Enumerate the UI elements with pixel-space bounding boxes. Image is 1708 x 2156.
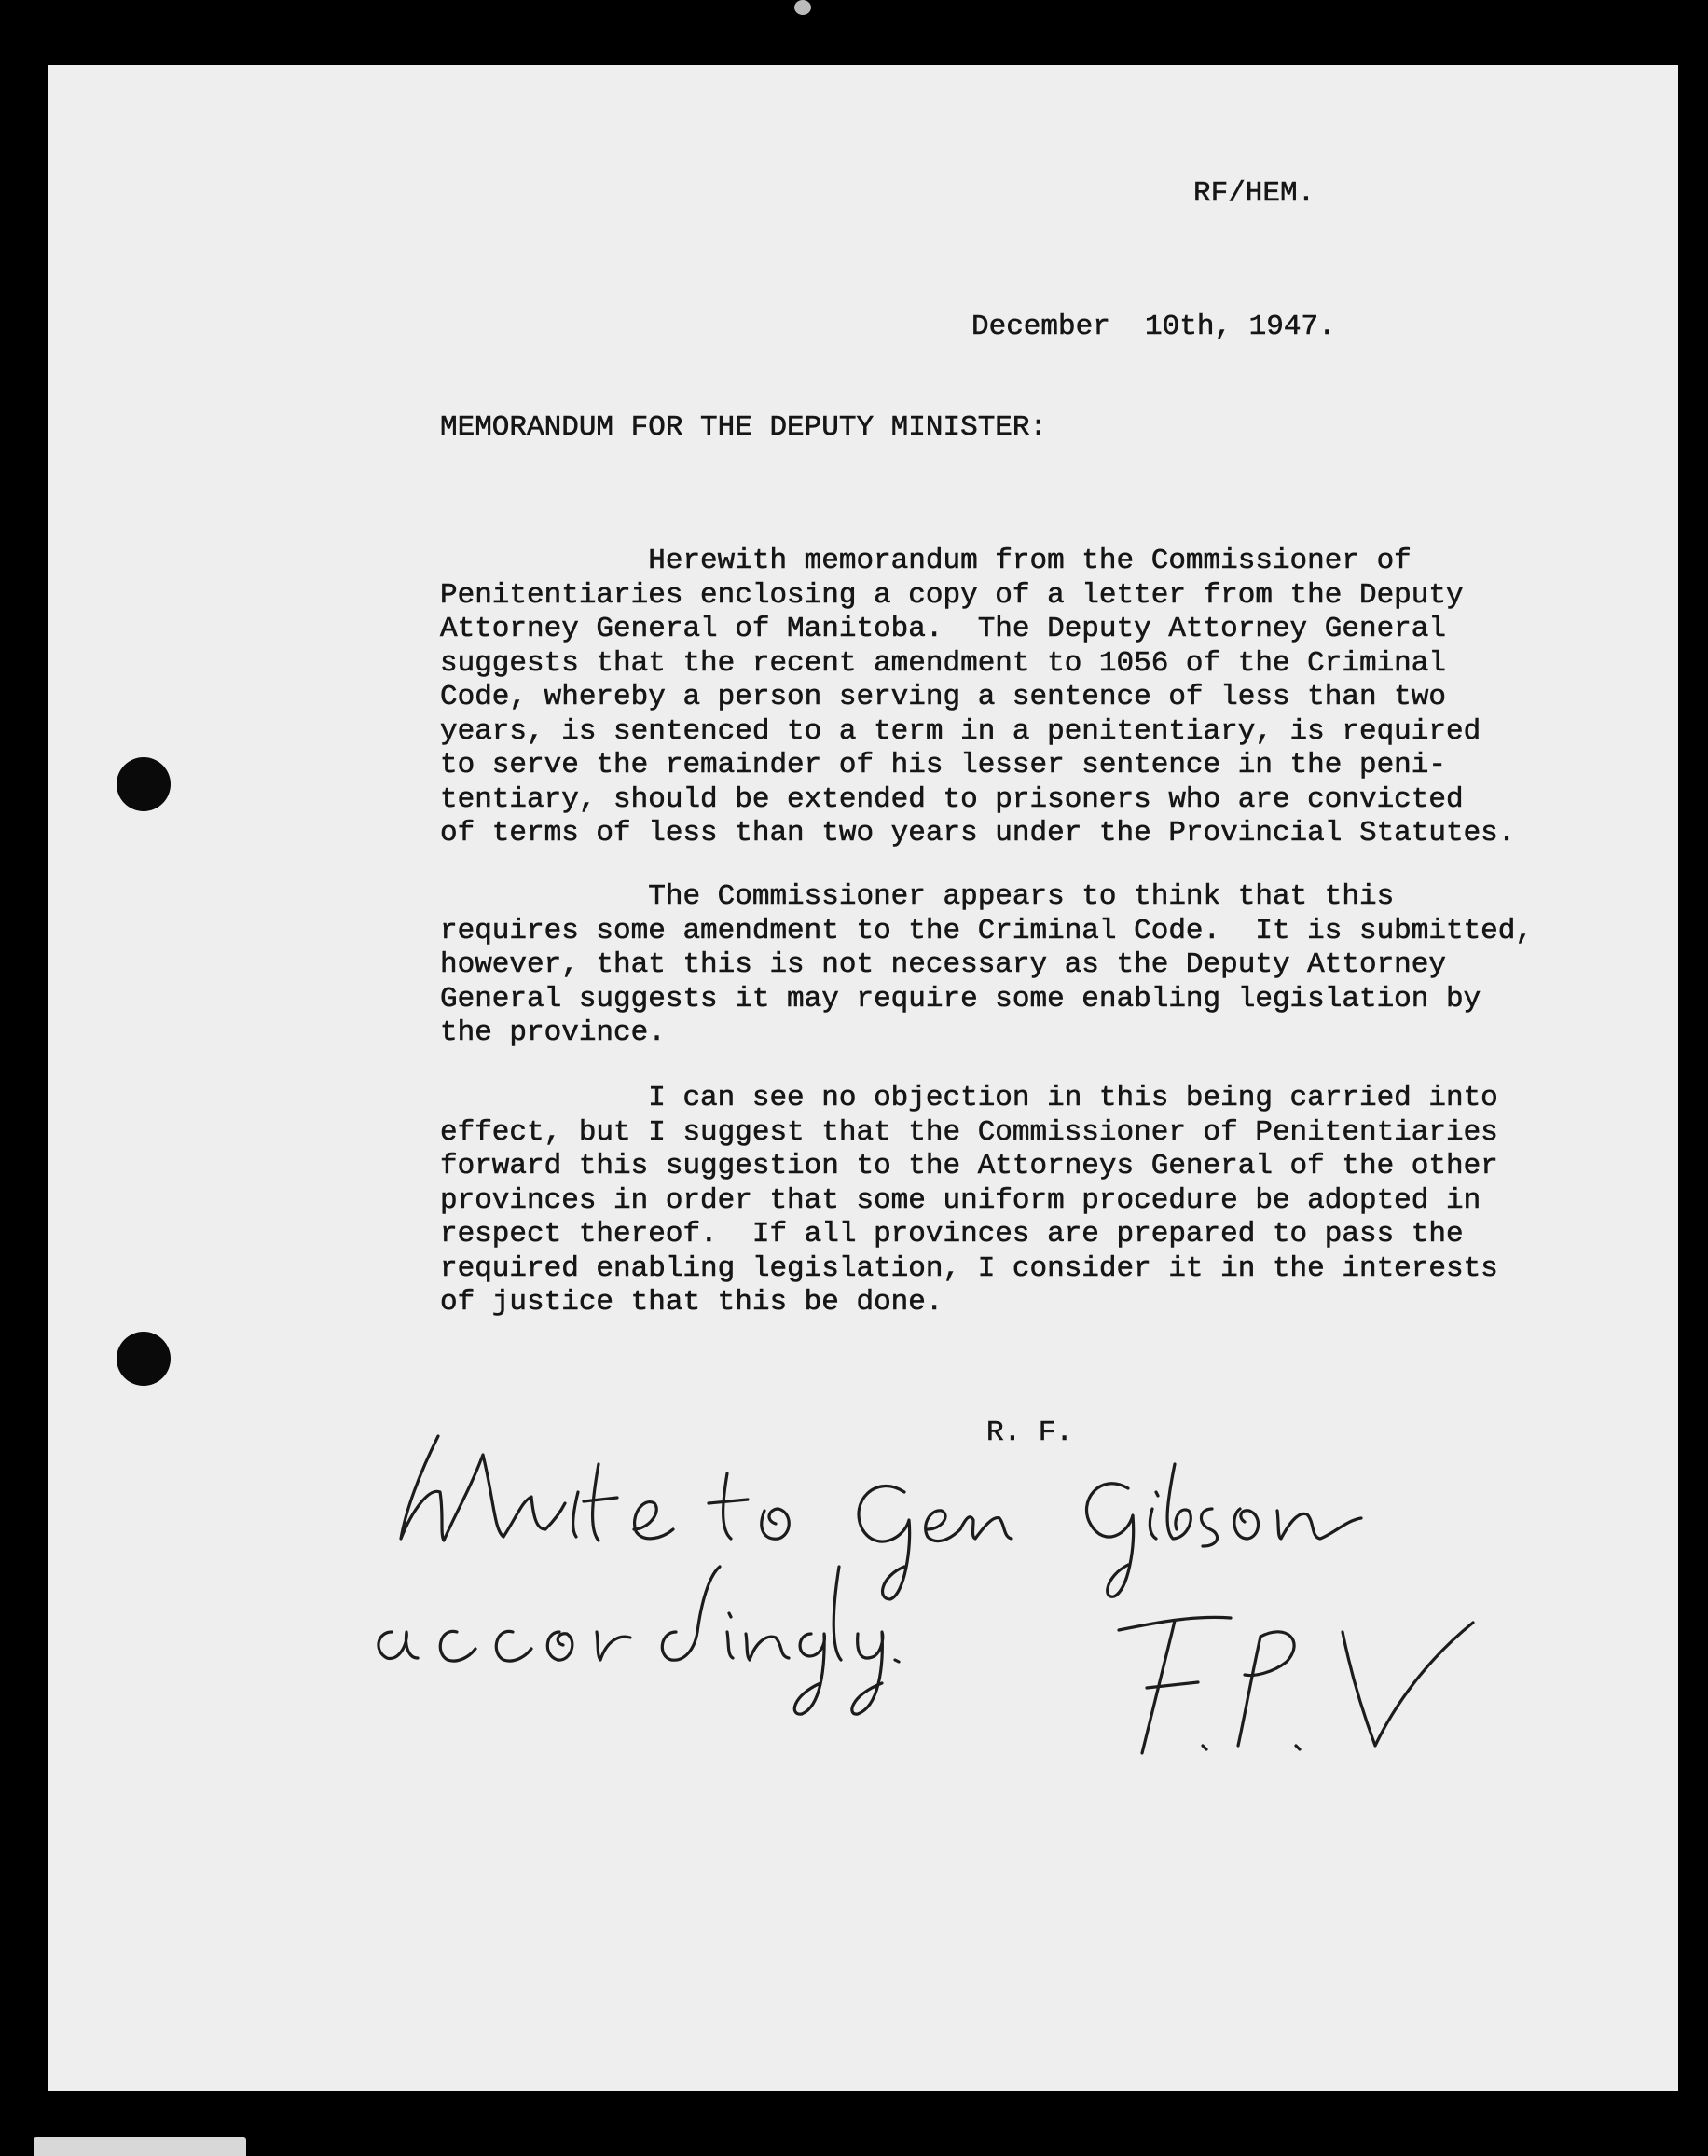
- memo-paragraph-1: Herewith memorandum from the Commissioner of Penitentiaries enclosing a copy of a letter from the Deputy Attorney General of Manitoba. The Deputy Attorney General suggests that the recent amendment to 1056 of the Criminal Code, whereby a person serving a sentence of less than two years, is sentenced to a term in a penitentiary, is required to serve the remainder of his lesser sentence in the peni- tentiary, should be extended to prisoners who are convicted of terms of less than two years under the Provincial Statutes.: [440, 545, 1516, 850]
- scan-speck: [794, 0, 811, 15]
- memo-date: December 10th, 1947.: [971, 311, 1336, 343]
- scan-edge-strip: [34, 2137, 246, 2156]
- handwriting-word-gen: [859, 1486, 1012, 1599]
- typed-initials: R. F.: [986, 1417, 1074, 1449]
- reference-initials: RF/HEM.: [1193, 177, 1315, 210]
- handwriting-word-write: [401, 1436, 673, 1541]
- handwriting-word-to: [709, 1473, 789, 1539]
- punch-hole-lower: [117, 1332, 171, 1386]
- memo-heading: MEMORANDUM FOR THE DEPUTY MINISTER:: [440, 411, 1048, 444]
- memo-paragraph-2: The Commissioner appears to think that this requires some amendment to the Criminal Code. It is submitted, however, that this is not necessary as the Deputy Attorney General suggests it may require some enabling legislation by the province.: [440, 880, 1533, 1049]
- memo-paragraph-3: I can see no objection in this being carried into effect, but I suggest that the Commissioner of Penitentiaries forward this suggestion to the Attorneys General of the other provinces in order that some uniform procedure be adopted in respect thereof. If all provinces are prepared to pass the required enabling legislation, I consider it in the interests of justice that this be done.: [440, 1082, 1498, 1319]
- handwritten-annotation: [354, 1399, 1510, 1800]
- punch-hole-upper: [117, 757, 171, 811]
- handwriting-word-gibson: [1087, 1464, 1361, 1596]
- handwriting-word-accordingly: [379, 1567, 899, 1714]
- handwriting-signature: [1119, 1617, 1473, 1753]
